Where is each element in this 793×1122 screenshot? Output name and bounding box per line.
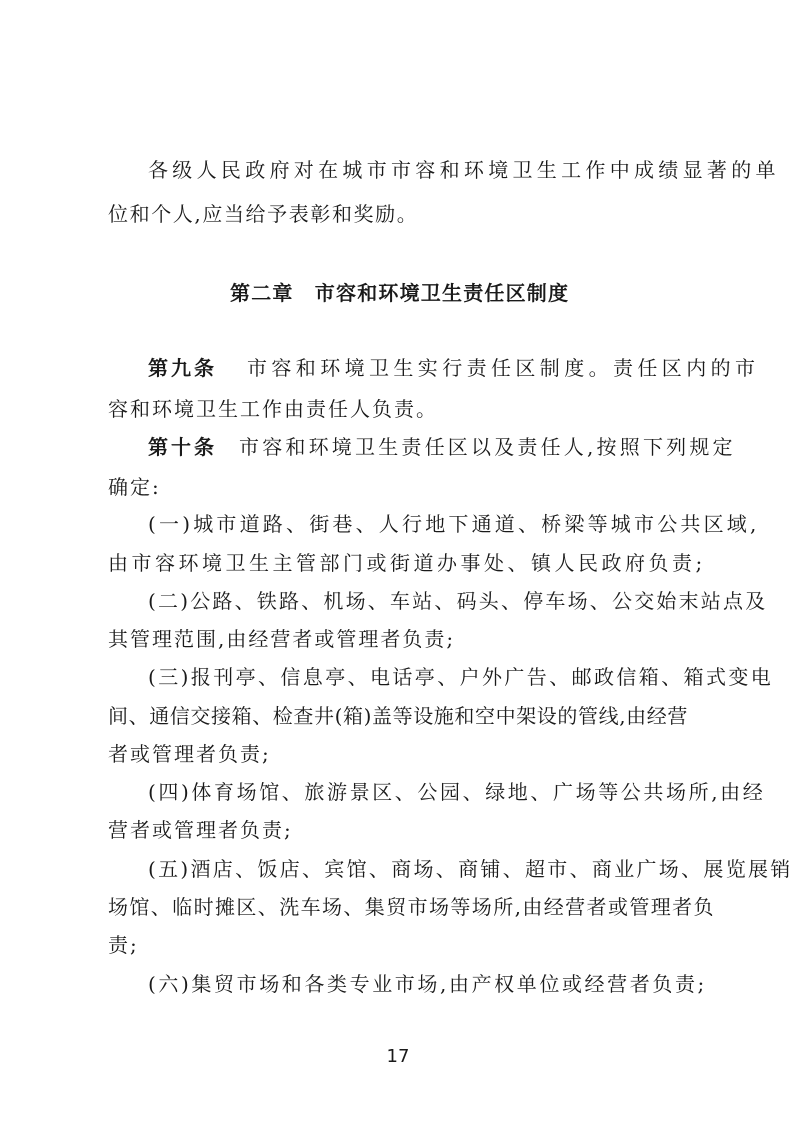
list-item-line: 者或管理者负责; (108, 742, 271, 766)
list-item-line: (五)酒店、饭店、宾馆、商场、商铺、超市、商业广场、展览展销 (148, 857, 793, 881)
list-item-line: 营者或管理者负责; (108, 818, 293, 842)
list-item-line: 由市容环境卫生主管部门或街道办事处、镇人民政府负责; (108, 551, 706, 575)
article-10-first-line (148, 435, 736, 459)
chapter-heading: 第二章 市容和环境卫生责任区制度 (230, 281, 570, 305)
page-number: 17 (386, 1046, 410, 1067)
paragraph-line: 容和环境卫生工作由责任人负责。 (108, 397, 438, 421)
list-item-line: 其管理范围,由经营者或管理者负责; (108, 627, 456, 651)
list-item-line: (六)集贸市场和各类专业市场,由产权单位或经营者负责; (148, 972, 707, 996)
list-item-line: (一)城市道路、街巷、人行地下通道、桥梁等城市公共区域, (148, 512, 760, 536)
list-item-line: (三)报刊亭、信息亭、电话亭、户外广告、邮政信箱、箱式变电 (148, 665, 774, 689)
list-item-line: 责; (108, 933, 139, 957)
article-9-first-line (148, 356, 759, 380)
article-10-label: 第十条 (148, 435, 217, 459)
article-9-text: 市容和环境卫生实行责任区制度。责任区内的市 (247, 356, 760, 380)
paragraph-line: 位和个人,应当给予表彰和奖励。 (108, 202, 419, 226)
paragraph-line: 确定: (108, 475, 161, 499)
article-9-label: 第九条 (148, 356, 217, 380)
list-item-line: (二)公路、铁路、机场、车站、码头、停车场、公交始末站点及 (148, 589, 768, 613)
list-item-line: (四)体育场馆、旅游景区、公园、绿地、广场等公共场所,由经 (148, 780, 766, 804)
list-item-line: 间、通信交接箱、检查井(箱)盖等设施和空中架设的管线,由经营 (108, 704, 688, 728)
article-10-text: 市容和环境卫生责任区以及责任人,按照下列规定 (239, 435, 736, 459)
list-item-line: 场馆、临时摊区、洗车场、集贸市场等场所,由经营者或管理者负 (108, 895, 715, 919)
paragraph-line: 各级人民政府对在城市市容和环境卫生工作中成绩显著的单 (148, 158, 780, 182)
